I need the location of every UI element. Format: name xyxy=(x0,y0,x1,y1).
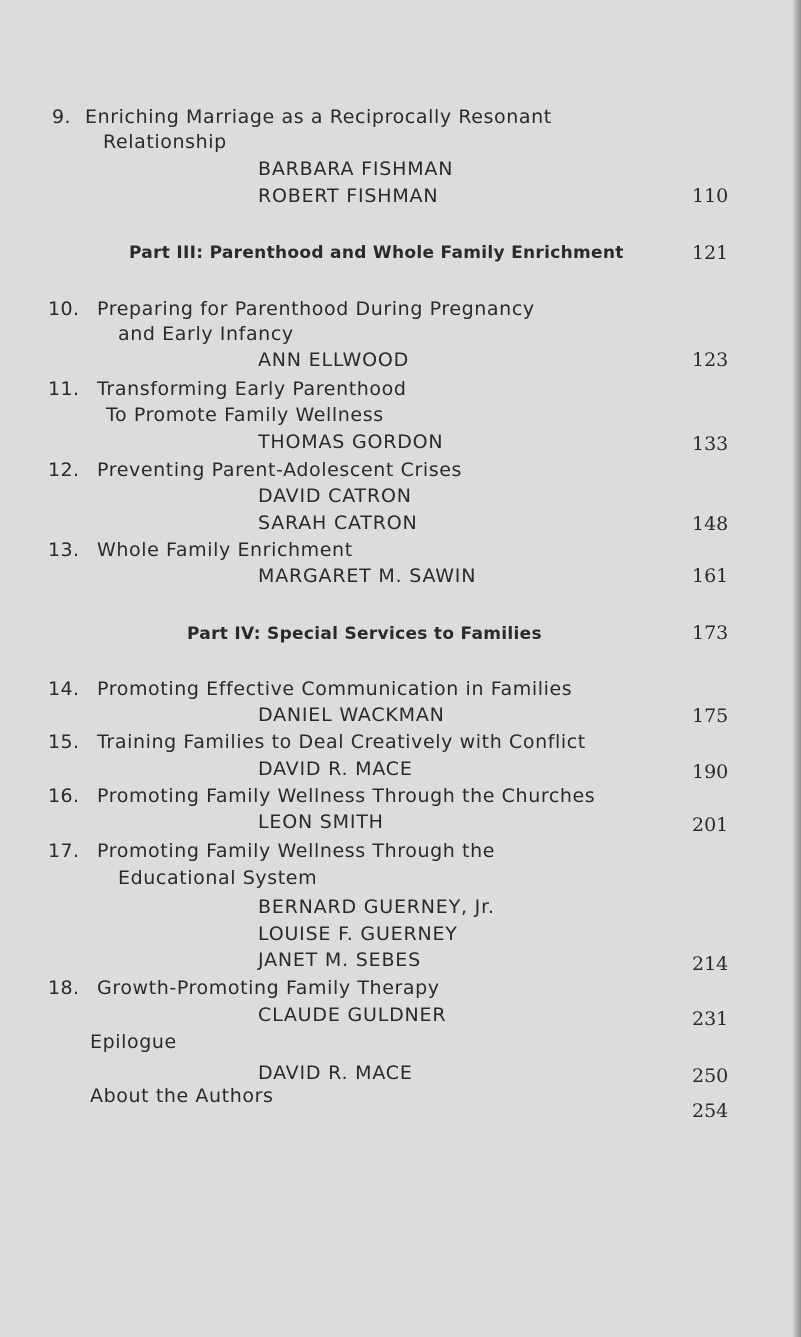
page-number: 110 xyxy=(692,185,729,207)
chapter-number: 11. xyxy=(48,378,80,400)
chapter-number: 13. xyxy=(48,539,80,561)
chapter-title: Whole Family Enrichment xyxy=(97,539,353,561)
chapter-number: 16. xyxy=(48,785,80,807)
chapter-title-continued: Educational System xyxy=(118,867,318,889)
chapter-author: DAVID R. MACE xyxy=(258,758,413,780)
page-number: 190 xyxy=(692,761,729,783)
page-number: 161 xyxy=(692,565,729,587)
chapter-number: 18. xyxy=(48,977,80,999)
chapter-number: 10. xyxy=(48,298,80,320)
page-number: 250 xyxy=(692,1065,729,1087)
page-number: 173 xyxy=(692,622,729,644)
page-number: 133 xyxy=(692,433,729,455)
chapter-title-continued: To Promote Family Wellness xyxy=(106,404,384,426)
page-number: 254 xyxy=(692,1100,729,1122)
chapter-title: Preparing for Parenthood During Pregnancy xyxy=(97,298,535,320)
chapter-author: DANIEL WACKMAN xyxy=(258,704,445,726)
chapter-number: 15. xyxy=(48,731,80,753)
chapter-title: Training Families to Deal Creatively with Conflict xyxy=(97,731,586,753)
part-heading: Part III: Parenthood and Whole Family Enrichment xyxy=(129,243,624,263)
chapter-title: Preventing Parent-Adolescent Crises xyxy=(97,459,463,481)
chapter-author: ANN ELLWOOD xyxy=(258,349,410,371)
chapter-author: THOMAS GORDON xyxy=(258,431,444,453)
page-number: 148 xyxy=(692,513,729,535)
epilogue-author: DAVID R. MACE xyxy=(258,1062,413,1084)
chapter-number: 17. xyxy=(48,840,80,862)
epilogue-title: Epilogue xyxy=(90,1031,177,1053)
chapter-title: Promoting Family Wellness Through the Churches xyxy=(97,785,596,807)
chapter-author: CLAUDE GULDNER xyxy=(258,1004,447,1026)
chapter-author: SARAH CATRON xyxy=(258,512,418,534)
page-number: 121 xyxy=(692,242,729,264)
chapter-author: JANET M. SEBES xyxy=(258,949,421,971)
chapter-author: LOUISE F. GUERNEY xyxy=(258,923,458,945)
chapter-title: Promoting Family Wellness Through the xyxy=(97,840,496,862)
page-number: 214 xyxy=(692,953,729,975)
chapter-author: LEON SMITH xyxy=(258,811,384,833)
chapter-title-continued: Relationship xyxy=(103,131,227,153)
chapter-title: Transforming Early Parenthood xyxy=(97,378,407,400)
page-number: 123 xyxy=(692,349,729,371)
chapter-title: Growth-Promoting Family Therapy xyxy=(97,977,440,999)
chapter-number: 12. xyxy=(48,459,80,481)
chapter-author: MARGARET M. SAWIN xyxy=(258,565,477,587)
page-number: 201 xyxy=(692,814,729,836)
part-heading: Part IV: Special Services to Families xyxy=(187,624,542,644)
chapter-author: BERNARD GUERNEY, Jr. xyxy=(258,896,495,918)
chapter-author: BARBARA FISHMAN xyxy=(258,158,454,180)
page-number: 231 xyxy=(692,1008,729,1030)
book-gutter-edge xyxy=(793,0,801,1337)
chapter-title: Enriching Marriage as a Reciprocally Resonant xyxy=(85,106,552,128)
chapter-author: ROBERT FISHMAN xyxy=(258,185,439,207)
page-number: 175 xyxy=(692,705,729,727)
chapter-title: Promoting Effective Communication in Families xyxy=(97,678,573,700)
chapter-author: DAVID CATRON xyxy=(258,485,412,507)
chapter-number: 9. xyxy=(52,106,71,128)
about-authors-title: About the Authors xyxy=(90,1085,274,1107)
chapter-number: 14. xyxy=(48,678,80,700)
chapter-title-continued: and Early Infancy xyxy=(118,323,294,345)
